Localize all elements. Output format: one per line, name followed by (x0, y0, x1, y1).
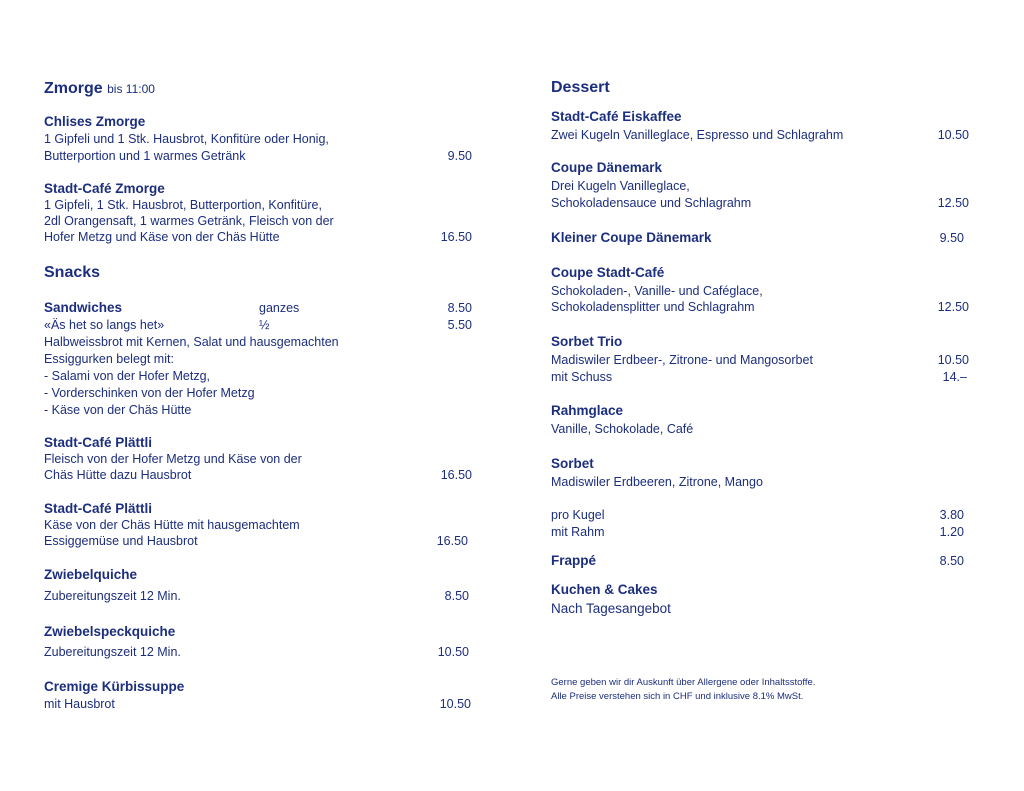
item-price: 14.– (942, 370, 967, 384)
sandwich-subtitle: «Äs het so langs het» (44, 318, 165, 332)
item-price: 8.50 (939, 554, 964, 568)
item-desc-line: Madiswiler Erdbeeren, Zitrone, Mango (551, 475, 763, 489)
item-price: 8.50 (444, 589, 469, 603)
item-title-plaettli: Stadt-Café Plättli (44, 435, 153, 450)
item-title-stadtcafe-zmorge: Stadt-Café Zmorge (44, 181, 165, 196)
section-dessert-heading: Dessert (551, 79, 610, 96)
item-price: 12.50 (937, 196, 969, 210)
size-label-half: ½ (259, 318, 270, 332)
item-desc-line: Madiswiler Erdbeer-, Zitrone- und Mangosorbet (551, 353, 813, 367)
item-desc-line: Schokoladensplitter und Schlagrahm (551, 300, 755, 314)
item-desc-line: - Vorderschinken von der Hofer Metzg (44, 386, 255, 400)
item-desc-line: Fleisch von der Hofer Metzg und Käse von der (44, 452, 302, 466)
item-desc-line: Vanille, Schokolade, Café (551, 422, 694, 436)
item-desc-line: Nach Tagesangebot (551, 601, 671, 616)
item-title-frappe: Frappé (551, 553, 597, 568)
item-price: 9.50 (447, 149, 472, 163)
item-title-kleiner-coupe: Kleiner Coupe Dänemark (551, 230, 712, 245)
item-price: 10.50 (937, 353, 969, 367)
pro-kugel-label: pro Kugel (551, 508, 605, 522)
item-title-sandwiches: Sandwiches (44, 300, 123, 315)
item-price: 16.50 (436, 534, 468, 548)
item-price: 1.20 (939, 525, 964, 539)
size-label-whole: ganzes (259, 301, 300, 315)
item-price: 16.50 (440, 230, 472, 244)
item-desc-line: Chäs Hütte dazu Hausbrot (44, 468, 192, 482)
item-title-eiskaffee: Stadt-Café Eiskaffee (551, 109, 682, 124)
item-price: 16.50 (440, 468, 472, 482)
item-title-kuerbissuppe: Cremige Kürbissuppe (44, 679, 185, 694)
zmorge-time-note: bis 11:00 (107, 82, 155, 96)
item-desc-line: 1 Gipfeli und 1 Stk. Hausbrot, Konfitüre oder Honig, (44, 132, 329, 146)
item-desc-line: 1 Gipfeli, 1 Stk. Hausbrot, Butterportion, Konfitüre, (44, 198, 322, 212)
item-desc-line: Essiggurken belegt mit: (44, 352, 174, 366)
item-desc-line: Hofer Metzg und Käse von der Chäs Hütte (44, 230, 280, 244)
item-title-coupe-stadtcafe: Coupe Stadt-Café (551, 265, 665, 280)
item-desc-line: - Käse von der Chäs Hütte (44, 403, 192, 417)
item-price: 10.50 (439, 697, 471, 711)
item-title-chlises-zmorge: Chlises Zmorge (44, 114, 146, 129)
item-desc-line: - Salami von der Hofer Metzg, (44, 369, 211, 383)
mit-rahm-label: mit Rahm (551, 525, 605, 539)
item-desc-line: mit Schuss (551, 370, 613, 384)
item-price: 12.50 (937, 300, 969, 314)
section-snacks-heading: Snacks (44, 264, 101, 281)
item-price: 10.50 (937, 128, 969, 142)
item-title-kuchen: Kuchen & Cakes (551, 582, 658, 597)
item-title-coupe-daenemark: Coupe Dänemark (551, 160, 663, 175)
item-desc-line: Zwei Kugeln Vanilleglace, Espresso und Schlagrahm (551, 128, 844, 142)
item-desc-line: Halbweissbrot mit Kernen, Salat und hausgemachten (44, 335, 339, 349)
footnote-prices: Alle Preise verstehen sich in CHF und inklusive 8.1% MwSt. (551, 691, 804, 702)
item-desc-line: Schokoladen-, Vanille- und Caféglace, (551, 284, 763, 298)
item-desc-line: Schokoladensauce und Schlagrahm (551, 196, 752, 210)
item-title-rahmglace: Rahmglace (551, 403, 624, 418)
item-title-zwiebelquiche: Zwiebelquiche (44, 567, 138, 582)
item-price-half: 5.50 (447, 318, 472, 332)
zmorge-title: Zmorge (44, 80, 103, 97)
item-price: 10.50 (437, 645, 469, 659)
item-desc-line: Käse von der Chäs Hütte mit hausgemachtem (44, 518, 300, 532)
item-price-whole: 8.50 (447, 301, 472, 315)
item-desc-line: mit Hausbrot (44, 697, 115, 711)
item-price: 9.50 (939, 231, 964, 245)
item-title-zwiebelspeckquiche: Zwiebelspeckquiche (44, 624, 176, 639)
item-desc-line: 2dl Orangensaft, 1 warmes Getränk, Fleisch von der (44, 214, 334, 228)
item-desc-line: Zubereitungszeit 12 Min. (44, 589, 181, 603)
item-desc-line: Butterportion und 1 warmes Getränk (44, 149, 246, 163)
item-desc-line: Essiggemüse und Hausbrot (44, 534, 198, 548)
item-title-sorbet: Sorbet (551, 456, 594, 471)
footnote-allergens: Gerne geben wir dir Auskunft über Allergene oder Inhaltsstoffe. (551, 677, 816, 688)
item-title-plaettli: Stadt-Café Plättli (44, 501, 153, 516)
item-desc-line: Drei Kugeln Vanilleglace, (551, 179, 690, 193)
item-title-sorbet-trio: Sorbet Trio (551, 334, 623, 349)
section-zmorge-heading (44, 79, 155, 99)
item-desc-line: Zubereitungszeit 12 Min. (44, 645, 181, 659)
item-price: 3.80 (939, 508, 964, 522)
